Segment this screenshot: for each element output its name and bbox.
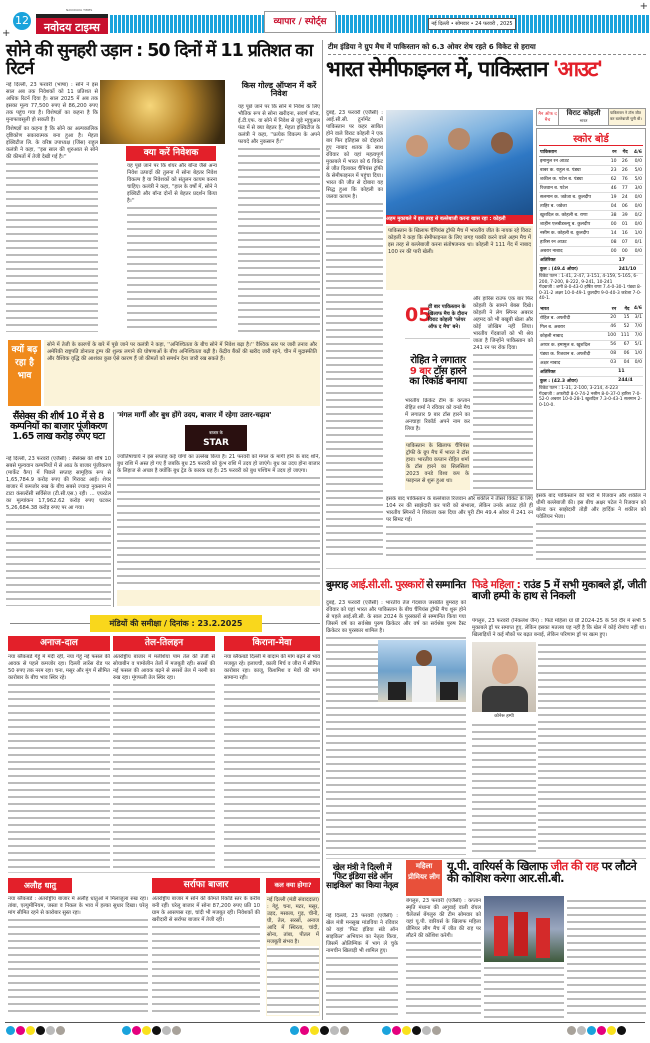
batter-name: रोहित ब. अफरीदी xyxy=(539,313,604,322)
fide-text: पेंगलुरु, 23 फरवरी (निकलेश जैन) : फिडे महिला ग्रां प्री 2024-25 के 5वें दौर में सभी 5 मुकाबले ड्रॉ पर समाप्त हुए, लेकिन इसका मतलब यह नहीं है कि खेल में कोई रोमांच नहीं था। खिलाड़ियों ने कई मौकों पर बढ़त बनाई, लेकिन परिणाम ड्रॉ पर खत्म हुए। xyxy=(472,618,646,638)
total-value: 241/10 xyxy=(618,265,643,274)
gold-body-para: नई दिल्ली, 23 फरवरी (भाषा) : सोने ने इस साल अब तक निवेशकों को 11 प्रतिशत से अधिक रिटर्न दिया है। साल 2025 में अब तक इसका मूल्य 77,500 रुपए से 86,200 रुपए तक पहुंच गया है। विशेषज्ञों का कहना है कि मुनाफावसूली हो सकती है। xyxy=(6,82,98,123)
mandi-section-title: किराना-मेवा xyxy=(224,636,320,651)
cycle-text: नई दिल्ली, 23 फरवरी (एजैंसी) : खेल मंत्री मनसुख मांडविया ने रविवार को यहां 'फिट इंडिया संडे ऑन साइकिल' अभियान का नेतृत्व किया, जिसमें ओलिम्पिक में भाग ले चुके नामचीन खिलाड़ी भी शामिल हुए। xyxy=(326,913,398,954)
fours-sixes: 7/0 xyxy=(630,322,643,331)
balls: 24 xyxy=(618,193,629,202)
rohit-body xyxy=(405,398,470,440)
newspaper-logo: नवोदय टाइम्स xyxy=(36,14,108,34)
batter-name: ताहिर ब. जडेजा xyxy=(539,202,607,211)
scoreboard-header-row xyxy=(539,148,643,157)
cricket-col3-text: इसके बाद पाकिस्तान के बल्लेबाज रिजवान और शकील ने तीसरे विकेट के लिए 104 रन की साझेदारी कर पारी को संभाला, लेकिन उनके आउट होते ही भारतीय स्पिनरों ने शिकंजा कस दिया और पूरी टीम 49.4 ओवर में 241 रन पर सिमट गई। xyxy=(386,496,533,523)
after-scoreboard-body xyxy=(536,493,646,561)
batter-name: अय्यर क. इमामुल ब. खुशदिल xyxy=(539,340,604,349)
gold-bars-photo xyxy=(100,80,225,144)
runs: 38 xyxy=(607,211,617,220)
mandi-section-body xyxy=(113,654,215,868)
logo-small-caption: NAVODAYA TIMES xyxy=(66,8,93,12)
mandi-text: नया ब्लैकबर्ड : अंतर्राष्ट्रीय बाजार में अलौह धातुओं में मिलाजुला रुख रहा। तांबा, एल्युमीनियम, जस्ता व निकल के भाव में हल्का सुधार दिखा। घरेलू मांग सीमित रहने से कारोबार सुस्त रहा। xyxy=(8,896,148,916)
sensex-body xyxy=(6,456,111,606)
batter-row xyxy=(539,184,643,193)
batter-row xyxy=(539,193,643,202)
half-divider xyxy=(322,40,323,1020)
bowling-figures: गेंदबाजी : अफरीदी 8-0-74-2 नसीम 8-0-37-0 हारिस 7-0-52-0 अबरार 10-0-28-1 खुशदिल 7.3-0-43-1 सलमान 2-0-10-0. xyxy=(539,391,642,408)
team-name: पाकिस्तान xyxy=(539,148,607,157)
extras-row xyxy=(539,367,643,376)
total-label: कुल : (42.3 ओवर) xyxy=(539,376,617,385)
team-india-photo xyxy=(386,110,533,215)
wpl-tag: महिला प्रीमियर लीग xyxy=(406,860,442,896)
humpy-photo-caption: कोनेरू हम्पी xyxy=(494,714,514,719)
fours-sixes: 1/0 xyxy=(629,229,643,238)
gold-article-body xyxy=(6,82,98,332)
bowling-figures: गेंदबाजी : शमी 8-0-43-0 हर्षित राणा 7.4-0-30-1 पंड्या 8-0-31-2 अक्षर 10-0-49-1 कुलदीप 9-0-40-3 जडेजा 7-0-40-1. xyxy=(539,285,642,302)
scoreboard-table xyxy=(539,148,643,274)
runs: 62 xyxy=(607,175,617,184)
mandi-section-body xyxy=(8,896,148,1016)
column-rule xyxy=(113,412,114,607)
extras-label: अतिरिक्त xyxy=(539,256,618,265)
batter-row xyxy=(539,247,643,256)
runs: 23 xyxy=(607,166,617,175)
runs: 46 xyxy=(607,184,617,193)
bazaar-star-small: बाजार के xyxy=(209,430,223,435)
fours-sixes: 1/0 xyxy=(630,349,643,358)
sensex-headline: सैंसेक्स की शीर्ष 10 में से 8 कम्पनियों का बाजार पूंजीकरण 1.65 लाख करोड़ रुपए घटा xyxy=(10,411,107,442)
mandi-section-title: सर्राफा बाजार xyxy=(152,878,260,893)
cricket-col2-body xyxy=(473,296,533,496)
runs: 20 xyxy=(604,313,617,322)
kohli-quote-text: पाकिस्तान के खिलाफ चैंपियंस ट्रॉफी मैच में भारतीय जीत के नायक रहे विराट कोहली ने कहा कि सेमीफाइनल के लिए जगह पक्की करने वाले अहम मैच में इस तरह से बल्लेबाजी करना संतोषजनक था। कोहली ने 111 गेंद में नाबाद 100 रन की पारी खेली। xyxy=(388,228,531,255)
balls: 04 xyxy=(617,358,630,367)
column-header: 4/6 xyxy=(630,305,643,314)
balls: 76 xyxy=(618,175,629,184)
astro-body xyxy=(117,454,320,588)
cycle-headline: खेल मंत्री ने दिल्ली में 'फिट इंडिया संडे ऑन साइकिल' का किया नेतृत्व xyxy=(326,863,398,891)
toss-note-text: पाकिस्तान के खिलाफ चैंपियंस ट्रॉफी के ग्रुप मैच में भारत ने टॉस हारा। भारतीय कप्तान रोहित शर्मा के टॉस हारने का सिलसिला 2023 वनडे विश्व कप के फाइनल से शुरू हुआ था। xyxy=(406,443,469,484)
extras-label: अतिरिक्त xyxy=(539,367,617,376)
balls: 111 xyxy=(617,331,630,340)
rohit-headline-c: टॉस हारने का रिकॉर्ड बनाया xyxy=(409,365,467,387)
fours-sixes: 5/0 xyxy=(629,175,643,184)
balls: 15 xyxy=(617,313,630,322)
cmyk-color-bar xyxy=(382,1026,442,1035)
toss-note-body xyxy=(405,442,470,490)
bumrah-headline-c: से सम्मानित xyxy=(423,579,466,591)
batter-row xyxy=(539,157,643,166)
fours-sixes: 7/0 xyxy=(630,331,643,340)
rohit-text: भारतीय क्रिकेट टीम के कप्तान रोहित शर्मा ने रविवार को वनडे मैच में लगातार 9 बार टॉस हारने का अनचाहा रिकॉर्ड अपने नाम कर लिया है। xyxy=(405,398,470,432)
investor-box-title: क्या करें निवेशक xyxy=(126,146,216,161)
fide-body-cont xyxy=(538,642,646,854)
scoreboard xyxy=(536,128,646,490)
bumrah-headline-a: बुमराह xyxy=(326,579,351,591)
fact-text: वीं बार पाकिस्तान के खिलाफ मैच के दौरान विराट कोहली 'प्लेयर ऑफ द मैच' बने। xyxy=(428,304,468,330)
mandi-title: मंडियों की समीक्षा / दिनांक : 23.2.2025 xyxy=(90,615,262,632)
batter-row xyxy=(539,313,643,322)
registration-mark: + xyxy=(639,1,648,12)
batter-row xyxy=(539,358,643,367)
fall-of-wickets: विकेट पतन : 1-31, 2-100, 3-214, 4-223 xyxy=(539,385,618,391)
total-row xyxy=(539,376,643,385)
cricket-headline-out: 'आउट' xyxy=(552,57,602,81)
mandi-text: नया ब्लैकबर्ड दिल्ली में बादाम की मांग बढ़ने से भाव मजबूत रहे। इलायची, काली मिर्च व जीरा में सीमित कारोबार रहा। काजू, किशमिश व मेवों की मांग सामान्य रही। xyxy=(224,654,320,681)
cycle-body xyxy=(326,913,398,1018)
batter-row xyxy=(539,220,643,229)
team-name: भारत xyxy=(539,305,604,314)
runs: 00 xyxy=(607,220,617,229)
runs: 00 xyxy=(607,247,617,256)
fours-sixes: 0/0 xyxy=(629,220,643,229)
batter-name: हारिस रन आउट xyxy=(539,238,607,247)
column-header: 4/6 xyxy=(629,148,643,157)
balls: 06 xyxy=(618,202,629,211)
cricket-headline xyxy=(326,58,648,80)
batter-row xyxy=(539,238,643,247)
runs: 08 xyxy=(607,238,617,247)
wpl-body xyxy=(406,898,481,1018)
date-line: नई दिल्ली • सोमवार • 24 फरवरी , 2025 xyxy=(428,18,516,30)
bazaar-star-word: STAR xyxy=(203,438,229,448)
mandi-section-title: अलौह धातु xyxy=(8,878,72,893)
wpl-headline-a: यू.पी. वारियर्स के खिलाफ xyxy=(447,859,551,873)
runs: 08 xyxy=(604,349,617,358)
batter-name: कोहली नाबाद xyxy=(539,331,604,340)
investor-box-body xyxy=(127,163,217,331)
batter-row xyxy=(539,166,643,175)
scoreboard-header-row xyxy=(539,305,643,314)
wpl-headline-c: पर लौटने की कोशिश करेगा आर.सी.बी. xyxy=(447,859,637,886)
gold-headline: सोने की सुनहरी उड़ान : 50 दिनों में 11 प्रतिशत का रिटर्न xyxy=(6,41,313,80)
column-header: रन xyxy=(604,305,617,314)
runs: 46 xyxy=(604,322,617,331)
registration-mark: + xyxy=(2,28,11,39)
mandi-section-body xyxy=(8,654,110,868)
motm-label: मैन ऑफ द मैच xyxy=(537,109,559,125)
fide-body xyxy=(472,618,646,638)
mandi-text: अंतर्राष्ट्रीय बाजार में मलेशिया पाम तेल की तेजी से सोयाबीन व पामोलीन तेलों में मजबूती रही। सरसों की नई फसल की आवक बढ़ने से सरसों तेल में नरमी का रुख रहा। मूंगफली तेल स्थिर रहा। xyxy=(113,654,215,681)
fours-sixes: 3/1 xyxy=(630,313,643,322)
batter-name: रिजवान ब. पटेल xyxy=(539,184,607,193)
mandi-text: नई दिल्ली (मंडी संवाददाता) : गेहूं, चना, मटर, मसूर, उड़द, मसाला, गुड़, चीनी, घी, तेल, सरसों, अनाज आदि में स्थिरता, चांदी, सोना, तांबा, पीतल में मजबूती संभव है। xyxy=(267,897,319,945)
kohli-quote-body xyxy=(386,226,533,290)
cmyk-color-bar xyxy=(6,1026,66,1035)
gold-body-para: विशेषज्ञों का कहना है कि सोने का अल्पकालिक दृष्टिकोण सकारात्मक बना हुआ है। मेहता इक्विटीज लि. के वरिष्ठ उपाध्यक्ष (जिंस) राहुल कलंत्री ने कहा, ''इस साल की शुरुआत से सोने की कीमतों में तेजी देखी गई है।'' xyxy=(6,126,98,160)
scoreboard-title: स्कोर बोर्ड xyxy=(539,131,643,146)
fours-sixes: 0/2 xyxy=(629,211,643,220)
wpl-body-cont xyxy=(484,965,564,1018)
fall-of-wickets: विकेट पतन : 1-41, 2-47, 3-151, 4-159, 5-165, 6-200, 7-200, 8-222, 9-241, 10-241 xyxy=(539,274,638,285)
batter-row xyxy=(539,211,643,220)
fours-sixes: 0/0 xyxy=(629,193,643,202)
batter-name: इमामुल रन आउट xyxy=(539,157,607,166)
fide-body-cont xyxy=(472,722,536,854)
runs: 03 xyxy=(604,358,617,367)
batter-name: पंड्या क. रिजवान ब. अफरीदी xyxy=(539,349,604,358)
balls: 07 xyxy=(618,238,629,247)
batter-name: बाबर क. राहुल ब. पंड्या xyxy=(539,166,607,175)
balls: 77 xyxy=(618,184,629,193)
mandi-section-title: कल क्या होगा? xyxy=(266,878,320,893)
humpy-photo xyxy=(472,642,536,712)
wpl-body-cont xyxy=(567,898,646,1018)
masthead-stripe-bar xyxy=(110,15,650,33)
mandi-text: अंतर्राष्ट्रीय बाजार में सोने की कीमतें रिकॉर्ड स्तर के करीब बनी रहीं। घरेलू बाजार में सोना 87,200 रुपए प्रति 10 ग्राम के आसपास रहा, चांदी भी मजबूत रही। निवेशकों की खरीदारी से सर्राफा बाजार में तेजी रही। xyxy=(152,896,260,923)
fours-sixes: 5/0 xyxy=(629,166,643,175)
runs: 10 xyxy=(607,157,617,166)
batter-name: नसीम क. कोहली ब. कुलदीप xyxy=(539,229,607,238)
runs: 100 xyxy=(604,331,617,340)
batter-name: अबरार नाबाद xyxy=(539,247,607,256)
bumrah-headline-red: आई.सी.सी. पुरस्कारों xyxy=(350,579,424,591)
bottom-rule xyxy=(5,1022,645,1023)
page-number-badge: 12 xyxy=(13,12,31,30)
batter-name: शाहीन एलबीडब्ल्यू ब. कुलदीप xyxy=(539,220,607,229)
rohit-headline-a: रोहित ने लगातार xyxy=(410,355,466,366)
runs: 19 xyxy=(607,193,617,202)
bumrah-headline xyxy=(326,580,468,591)
wpl-headline xyxy=(447,860,647,884)
total-label: कुल : (49.4 ओवर) xyxy=(539,265,618,274)
bumrah-photo xyxy=(378,640,466,702)
fact-number: 05 xyxy=(405,304,432,326)
column-header: गेंद xyxy=(618,148,629,157)
mandi-section-body xyxy=(266,896,320,1016)
fours-sixes: 5/1 xyxy=(630,340,643,349)
after-scoreboard-text: इसके बाद पाकिस्तान की पारी में रिजवान और शकील ने धीमी बल्लेबाजी की। इस बीच अक्षर पटेल ने रिजवान को बोल्ड कर साझेदारी तोड़ी और हार्दिक ने शकील को पवेलियन भेजा। xyxy=(536,493,646,520)
total-value: 244/4 xyxy=(617,376,643,385)
motm-name: विराट कोहली xyxy=(566,109,601,117)
batter-row xyxy=(539,202,643,211)
why-price-rising-tag: क्यों बढ़ रहा है भाव xyxy=(8,340,41,406)
batter-name: गिल ब. अबरार xyxy=(539,322,604,331)
balls: 26 xyxy=(618,157,629,166)
cricket-col2-text: और हारिस राउफ एक बार फिर कोहली के सामने बेबस दिखे। कोहली ने लेग स्पिनर अबरार अहमद को भी बखूबी खेला और कोई जोखिम नहीं लिया। भारतीय गेंदबाजों को भी श्रेय जाता है जिन्होंने पाकिस्तान को 241 रन पर रोक दिया। xyxy=(473,296,533,351)
fide-headline xyxy=(472,580,647,602)
photo-caption: अहम मुकाबले में इस तरह से बल्लेबाजी करना खास रहा : कोहली xyxy=(386,215,533,224)
gold-option-body xyxy=(238,104,320,332)
extras-value: 17 xyxy=(618,256,643,265)
section-tab: व्यापार / स्पोर्ट्स xyxy=(264,11,336,33)
fact-rule xyxy=(405,338,470,339)
balls: 52 xyxy=(617,322,630,331)
batter-row xyxy=(539,331,643,340)
cricket-text: दुबई, 23 फरवरी (एजैंसी) : आई.सी.सी. टूर्नामेंट में पाकिस्तान पर कहर साबित होने वाले विराट कोहली ने एक बार फिर इतिहास को दोहराते हुए नाबाद शतक के साथ रविवार को यहां महत्वपूर्ण मुकाबले में भारत को 6 विकेट से जीत दिलाकर चैंपियंस ट्रॉफी के सेमीफाइनल में पहुंचा दिया। भारत की जीत से दोबारा यह सिद्ध हुआ कि कोहली का जलवा कायम है। xyxy=(326,110,383,200)
runs: 14 xyxy=(607,229,617,238)
runs: 04 xyxy=(607,202,617,211)
cricket-col3-body xyxy=(386,496,533,560)
balls: 16 xyxy=(618,229,629,238)
gold-option-title: किस गोल्ड ऑप्शन में करें निवेश xyxy=(241,81,317,99)
batter-row xyxy=(539,322,643,331)
bazaar-star-logo xyxy=(185,425,247,451)
fours-sixes: 3/0 xyxy=(629,184,643,193)
batter-name: अक्षर नाबाद xyxy=(539,358,604,367)
wpl-text: बेंगलुरु, 23 फरवरी (एजैंसी) : कप्तान स्मृति मंधाना की अगुवाई वाली रॉयल चैलेंजर्स बेंगलुरु की टीम सोमवार को यहां यू.पी. वारियर्स के खिलाफ महिला प्रीमियर लीग मैच में जीत की राह पर लौटने की कोशिश करेगी। xyxy=(406,898,481,939)
mandi-section-title: अनाज-दाल xyxy=(8,636,110,651)
fours-sixes: 0/0 xyxy=(630,358,643,367)
investor-box-text: यह पूछे जाने पर कि शेयर और बॉन्ड जैसे अन्य निवेश उत्पादों की तुलना में सोना बेहतर निवेश विकल्प है या निवेशकों को संतुलन कायम करना चाहिए। कलंत्री ने कहा, ''हाल के वर्षों में, सोने ने इक्विटी और बॉन्ड दोनों से बेहतर प्रदर्शन किया है।'' xyxy=(127,163,217,204)
why-price-rising-body xyxy=(44,340,320,406)
mandi-section-body xyxy=(224,654,320,868)
fide-headline-main: राउंड 5 में सभी मुकाबले ड्रॉ, जीती बाजी हम्पी के हाथ से निकली xyxy=(472,579,646,603)
batter-row xyxy=(539,229,643,238)
man-of-the-match-box xyxy=(536,108,646,126)
balls: 01 xyxy=(618,220,629,229)
balls: 06 xyxy=(617,349,630,358)
bumrah-body xyxy=(326,600,466,855)
gold-option-text: यह पूछे जाने पर कि सोने में निवेश के लिए भौतिक रूप से सोना खरीदना, सवर्ण बॉन्ड, ई.टी.एफ. या सोने में निवेश से जुड़े म्यूचुअल फंड में से क्या बेहतर है, मेहता इक्विटीज के कलंत्री ने कहा, ''प्रत्येक विकल्प के अपने फायदे और नुकसान हैं।'' xyxy=(238,104,320,145)
extras-value: 11 xyxy=(617,367,643,376)
cmyk-color-bar xyxy=(122,1026,182,1035)
runs: 56 xyxy=(604,340,617,349)
column-header: गेंद xyxy=(617,305,630,314)
section-rule xyxy=(8,872,320,873)
batter-row xyxy=(539,175,643,184)
astro-text: ज्योतिषाचार्य ने इस सप्ताह कई योगों का उल्लेख किया है। 21 फरवरी को मंगल के मार्गी होने के बाद शनि, बुध राशि में अस्त हो गए हैं जबकि बुध 25 फरवरी को कुंभ राशि में उदय हो जाएंगे। बुध का उदय होना बाजार के लिहाज से अच्छा है क्योंकि बुध ट्रेड के कारक ग्रह हैं। 25 फरवरी को बुध पश्चिम में उदय हो जाएगा। xyxy=(117,454,320,474)
fours-sixes: 0/0 xyxy=(629,157,643,166)
fours-sixes: 0/1 xyxy=(629,238,643,247)
batter-name: शकील क. पटेल ब. पंड्या xyxy=(539,175,607,184)
batter-name: सलमान क. जडेजा ब. कुलदीप xyxy=(539,193,607,202)
sensex-text: नई दिल्ली, 23 फरवरी (एजैंसी) : सैंसेक्स की शीर्ष 10 सबसे मूल्यवान कम्पनियों में से आठ के बाजार पूंजीकरण (मार्केट कैप) में पिछले सप्ताह सामूहिक रूप से 1,65,784.9 करोड़ रुपए की गिरावट आई। शेयर बाजार में कमजोर रुख के बीच सबसे ज्यादा नुकसान में टाटा कंसल्टेंसी सर्विसेज (टी.सी.एस.) रही। ... एयरटेल का मूल्यांकन 17,962.62 करोड़ रुपए घटकर 5,26,684.38 करोड़ रुपए पर आ गया। xyxy=(6,456,111,511)
motm-team: भारत xyxy=(579,118,588,123)
mandi-text: नया ब्लैकबर्ड गेहूं में मंदी रही, नया गेहूं नई फसल की आवक से पहले कमजोर रहा। दिल्ली लारेंस रोड पर 50 रुपए तक नरम रहा। चना, मसूर और मूंग में सीमित कारोबार के बीच भाव स्थिर रहे। xyxy=(8,654,110,681)
cricket-body xyxy=(326,110,383,560)
batter-row xyxy=(539,340,643,349)
rcb-team-photo xyxy=(484,896,564,962)
astro-headline: 'मंगल मार्गी और बुध होंगे उदय, बाजार में रहेगा उतार-चढ़ाव' xyxy=(117,411,272,419)
astro-note-box xyxy=(117,590,320,606)
scoreboard-table xyxy=(539,305,643,386)
extras-row xyxy=(539,256,643,265)
wpl-headline-red: जीत की राह xyxy=(550,859,599,873)
batter-name: खुशदिल क. कोहली ब. राणा xyxy=(539,211,607,220)
cmyk-color-bar xyxy=(567,1026,627,1035)
cricket-headline-main: भारत सेमीफाइनल में, पाकिस्तान xyxy=(326,57,553,81)
rohit-headline-red: 9 बार xyxy=(409,365,431,377)
fide-headline-red: फिडे महिला : xyxy=(472,579,524,591)
cmyk-color-bar xyxy=(290,1026,350,1035)
why-text: सोने में तेजी के कारणों के बारे में पूछे जाने पर कलंत्री ने कहा, ''अनिश्चितता के बीच सोने में निवेश बढ़ा है।'' वैश्विक स्तर पर जारी तनाव और अमेरिकी राष्ट्रपति डोनाल्ड ट्रम्प की शुल्क लगाने की घोषणाओं के बीच अनिश्चितता बढ़ी है। केंद्रीय बैंकों की खरीद जारी रहने, चीन में मुद्रास्फीति और वैश्विक वृद्धि की आशंका कुछ ऐसे कारण हैं जो कीमतों को समर्थन देना जारी रख सकते हैं। xyxy=(47,342,317,362)
toss-note: पाकिस्तान ने टॉस जीत कर बल्लेबाजी चुनी थी। xyxy=(609,109,645,125)
balls: 00 xyxy=(618,247,629,256)
balls: 39 xyxy=(618,211,629,220)
fours-sixes: 0/0 xyxy=(629,202,643,211)
rohit-headline xyxy=(404,356,472,388)
section-rule xyxy=(326,568,646,569)
mandi-section-body xyxy=(152,896,260,1016)
cricket-kicker: टीम इंडिया ने ग्रुप मैच में पाकिस्तान को 6.3 ओवर शेष रहते 6 विकेट से हराया xyxy=(328,42,646,55)
balls: 26 xyxy=(618,166,629,175)
fours-sixes: 0/0 xyxy=(629,247,643,256)
column-header: रन xyxy=(607,148,617,157)
bumrah-text: दुबई, 23 फरवरी (एजैंसी) : भारतीय तेज गेंदबाज जसप्रीत बुमराह को रविवार को यहां भारत और पाकिस्तान के बीच चैंपियंस ट्रॉफी मैच शुरू होने से पहले आई.सी.सी. के साल 2024 के पुरस्कारों से सम्मानित किया गया जिसमें वर्ष का सर्वश्रेष्ठ पुरुष क्रिकेटर और वर्ष का सर्वश्रेष्ठ पुरुष टैस्ट क्रिकेटर का पुरस्कार शामिल है। xyxy=(326,600,466,634)
batter-row xyxy=(539,349,643,358)
mandi-section-title: तेल-तिलहन xyxy=(113,636,215,651)
balls: 67 xyxy=(617,340,630,349)
total-row xyxy=(539,265,643,274)
